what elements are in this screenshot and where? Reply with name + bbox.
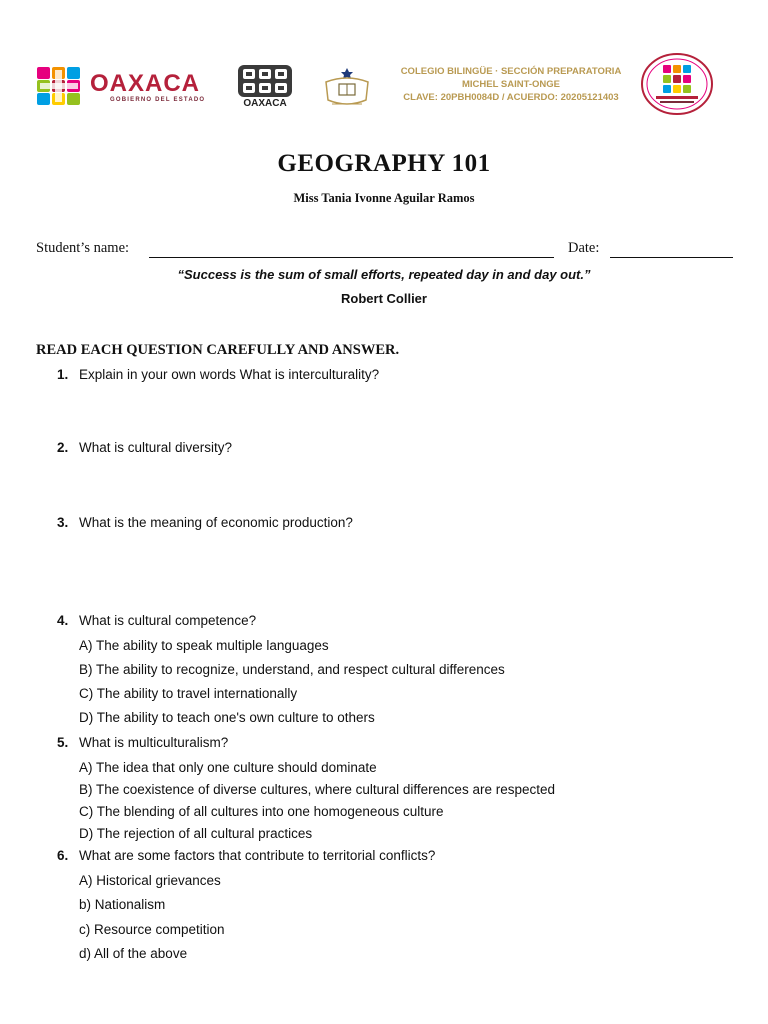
option-item: A) The ability to speak multiple languages xyxy=(79,638,329,653)
oaxaca-emblem-icon xyxy=(36,66,82,106)
question-number: 4. xyxy=(57,613,69,628)
question-text: What is multiculturalism? xyxy=(79,735,229,750)
oaxaca-mono-emblem-icon xyxy=(234,64,296,98)
option-item: B) The ability to recognize, understand, and respect cultural differences xyxy=(79,662,505,677)
page-title: GEOGRAPHY 101 xyxy=(277,150,491,177)
header-logos xyxy=(36,62,726,118)
question-text: What is cultural diversity? xyxy=(79,440,233,455)
school-line-3: CLAVE: 20PBH0084D / ACUERDO: 20205121403 xyxy=(403,92,619,103)
student-name-label: Student’s name: xyxy=(36,240,130,256)
option-item: C) The blending of all cultures into one homogeneous culture xyxy=(79,804,444,819)
quote-author: Robert Collier xyxy=(341,291,427,306)
option-item: C) The ability to travel internationally xyxy=(79,686,298,701)
question-text: Explain in your own words What is interculturality? xyxy=(79,367,380,382)
oaxaca-mono-logo xyxy=(234,64,296,110)
question-number: 6. xyxy=(57,848,69,863)
option-item: d) All of the above xyxy=(79,946,188,961)
school-line-1: COLEGIO BILINGÜE · SECCIÓN PREPARATORIA xyxy=(400,66,622,77)
oaxaca-wordmark xyxy=(90,72,220,103)
option-item: A) Historical grievances xyxy=(79,873,221,888)
school-line-2: MICHEL SAINT-ONGE xyxy=(462,79,560,90)
question-number: 3. xyxy=(57,515,69,530)
oaxaca-mono-label: OAXACA xyxy=(243,98,287,109)
oaxaca-subtitle: GOBIERNO DEL ESTADO xyxy=(110,97,206,103)
option-item: b) Nationalism xyxy=(79,897,166,912)
option-item: c) Resource competition xyxy=(79,922,225,937)
question-text: What are some factors that contribute to territorial conflicts? xyxy=(79,848,436,863)
question-text: What is cultural competence? xyxy=(79,613,257,628)
date-line[interactable] xyxy=(610,257,733,258)
option-item: D) The ability to teach one's own culture to others xyxy=(79,710,375,725)
question-number: 2. xyxy=(57,440,69,455)
option-item: B) The coexistence of diverse cultures, where cultural differences are respected xyxy=(79,782,555,797)
question-number: 1. xyxy=(57,367,69,382)
option-item: D) The rejection of all cultural practices xyxy=(79,826,313,841)
question-text: What is the meaning of economic production? xyxy=(79,515,353,530)
option-item: A) The idea that only one culture should dominate xyxy=(79,760,377,775)
quote: “Success is the sum of small efforts, repeated day in and day out.” xyxy=(177,267,591,282)
question-number: 5. xyxy=(57,735,69,750)
school-crest-icon xyxy=(320,66,374,110)
date-label: Date: xyxy=(568,240,600,256)
student-name-line[interactable] xyxy=(149,257,554,258)
instructions: READ EACH QUESTION CAREFULLY AND ANSWER. xyxy=(36,342,400,358)
school-name-block xyxy=(386,65,636,104)
teacher-name: Miss Tania Ivonne Aguilar Ramos xyxy=(293,191,475,205)
school-seal-icon xyxy=(640,52,714,116)
oaxaca-name: OAXACA xyxy=(90,70,201,97)
